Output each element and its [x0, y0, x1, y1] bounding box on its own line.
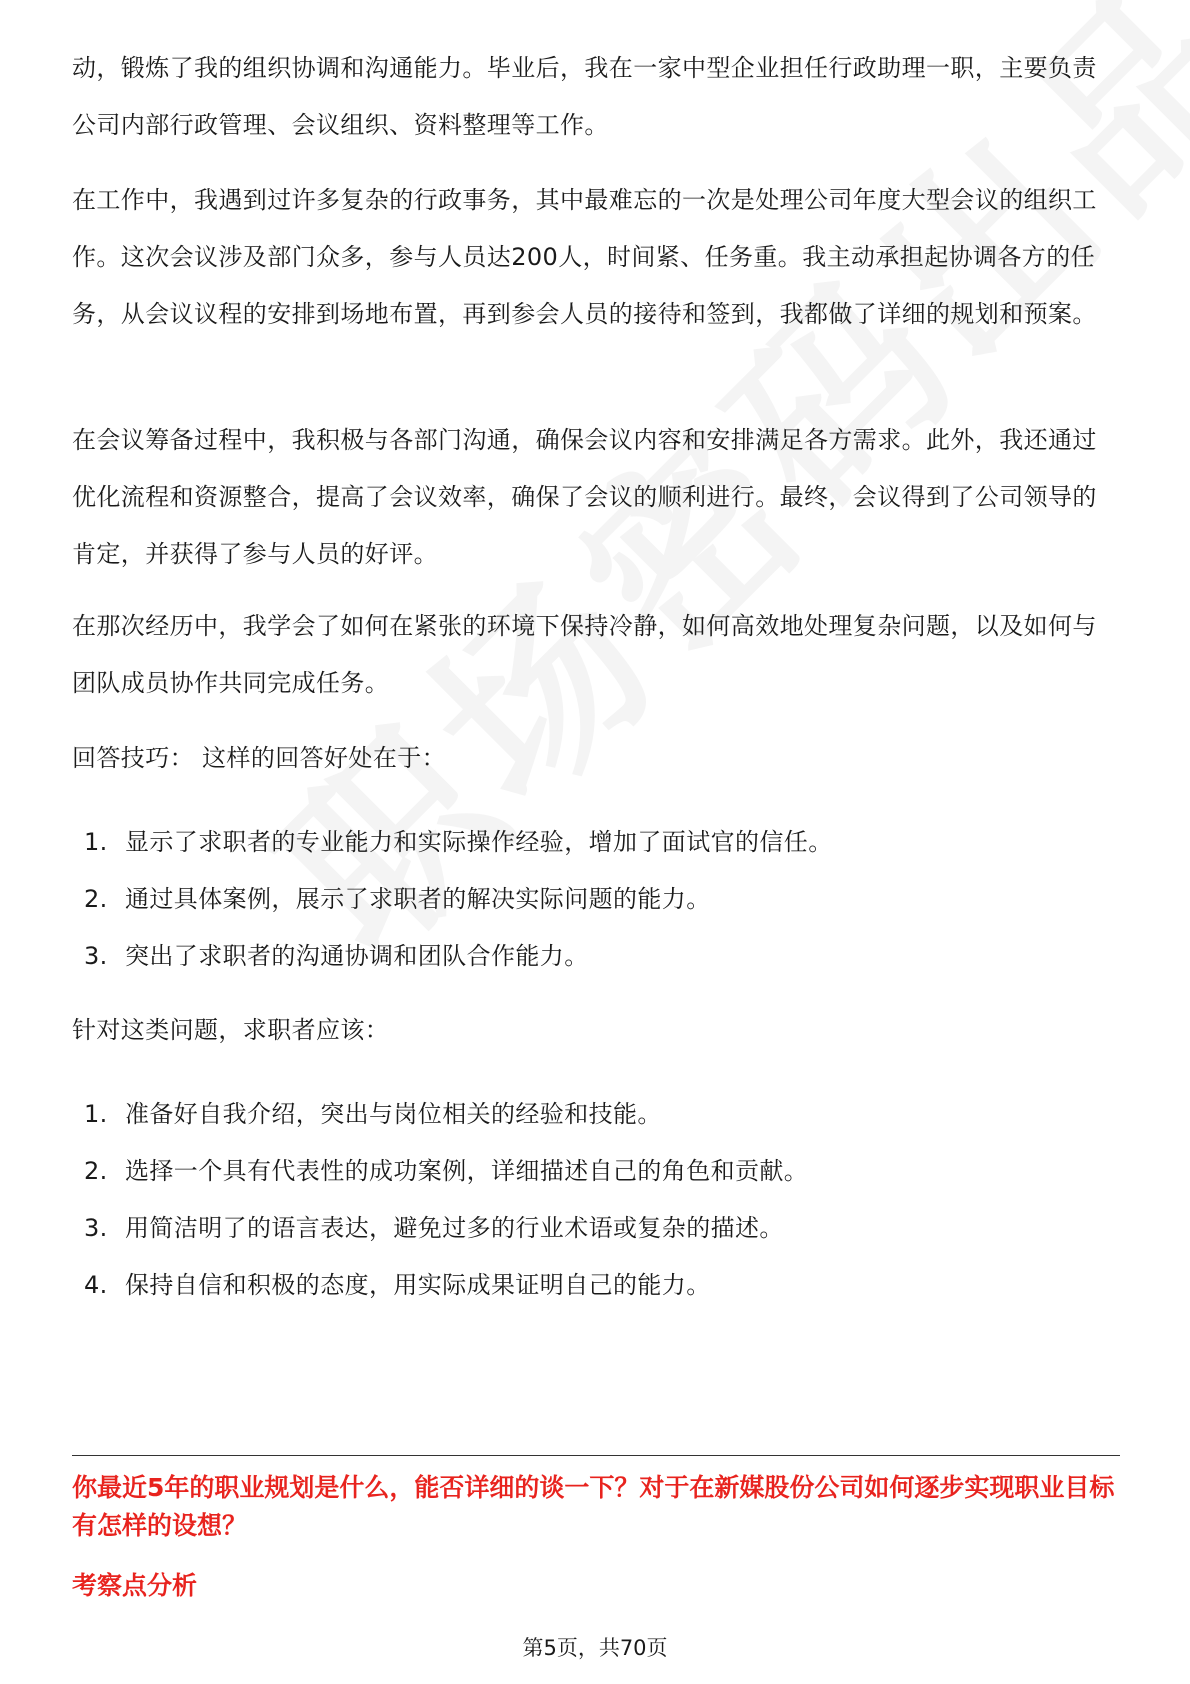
list-item [72, 1257, 1120, 1314]
list-text: 突出了求职者的沟通协调和团队合作能力。 [125, 942, 589, 970]
tips-list [72, 814, 1120, 985]
list-text: 用简洁明了的语言表达，避免过多的行业术语或复杂的描述。 [125, 1214, 784, 1242]
list-text: 通过具体案例，展示了求职者的解决实际问题的能力。 [125, 885, 711, 913]
list-text: 选择一个具有代表性的成功案例，详细描述自己的角色和贡献。 [125, 1157, 809, 1185]
list-item [72, 1143, 1120, 1200]
list-number: 1. [84, 828, 108, 856]
list-item [72, 1086, 1120, 1143]
list-number: 3. [84, 1214, 108, 1242]
list-text: 保持自信和积极的态度，用实际成果证明自己的能力。 [125, 1271, 711, 1299]
list-number: 3. [84, 942, 108, 970]
list-item [72, 814, 1120, 871]
advice-list [72, 1086, 1120, 1314]
list-number: 1. [84, 1100, 108, 1128]
paragraph-3: 在会议筹备过程中，我积极与各部门沟通，确保会议内容和安排满足各方需求。此外，我还通过优化流程和资源整合，提高了会议效率，确保了会议的顺利进行。最终，会议得到了公司领导的肯定，并获得了参与人员的好评。 [72, 426, 1097, 568]
list-item [72, 871, 1120, 928]
advice-intro: 针对这类问题，求职者应该： [72, 1016, 390, 1044]
list-item [72, 1200, 1120, 1257]
list-text: 准备好自我介绍，突出与岗位相关的经验和技能。 [125, 1100, 662, 1128]
paragraph-1: 动，锻炼了我的组织协调和沟通能力。毕业后，我在一家中型企业担任行政助理一职，主要负责公司内部行政管理、会议组织、资料整理等工作。 [72, 54, 1097, 139]
list-number: 2. [84, 885, 108, 913]
paragraph-2: 在工作中，我遇到过许多复杂的行政事务，其中最难忘的一次是处理公司年度大型会议的组织工作。这次会议涉及部门众多，参与人员达200人，时间紧、任务重。我主动承担起协调各方的任务，从会议议程的安排到场地布置，再到参会人员的接待和签到，我都做了详细的规划和预案。 [72, 186, 1097, 328]
paragraph-4: 在那次经历中，我学会了如何在紧张的环境下保持冷静，如何高效地处理复杂问题，以及如何与团队成员协作共同完成任务。 [72, 612, 1097, 697]
list-number: 2. [84, 1157, 108, 1185]
next-question: 你最近5年的职业规划是什么，能否详细的谈一下？对于在新媒股份公司如何逐步实现职业目标有怎样的设想？ [72, 1473, 1115, 1540]
list-number: 4. [84, 1271, 108, 1299]
section-divider [72, 1455, 1120, 1456]
section-heading: 考察点分析 [72, 1571, 198, 1600]
list-text: 显示了求职者的专业能力和实际操作经验，增加了面试官的信任。 [125, 828, 833, 856]
tips-intro: 回答技巧： 这样的回答好处在于： [72, 744, 447, 772]
list-item [72, 928, 1120, 985]
page-footer: 第5页，共70页 [522, 1636, 668, 1660]
